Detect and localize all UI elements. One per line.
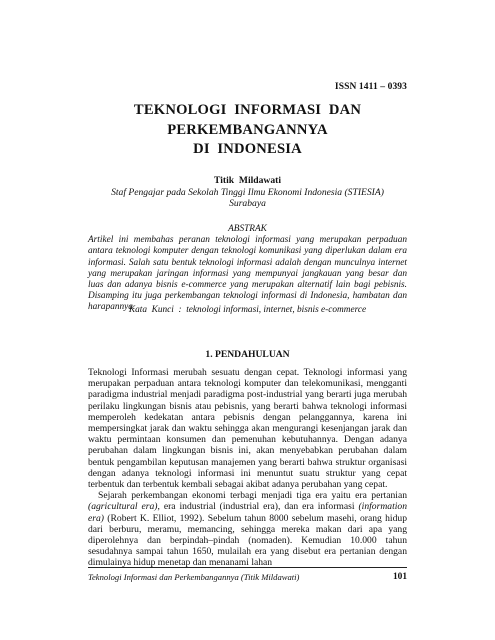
author-affiliation: Staf Pengajar pada Sekolah Tinggi Ilmu Ekonomi Indonesia (STIESIA) xyxy=(111,186,384,198)
abstract-heading: ABSTRAK xyxy=(228,224,267,234)
abstract-text: Artikel ini membahas peranan teknologi informasi yang merupakan perpaduan antara teknologi komputer dengan teknologi komunikasi yang diperlukan dalam era informasi. Salah satu bentuk teknologi informasi adalah dengan munculnya internet yang merupakan jaringan informasi yang mempunyai jangkauan yang besar dan luas dan adanya bisnis e-commerce yang merupakan alternatif lain bagi pebisnis. Disamping itu juga perkembangan teknologi informasi di Indonesia, hambatan dan harapannya. xyxy=(88,235,407,313)
page-number: 101 xyxy=(392,572,407,582)
title-line-1: TEKNOLOGI INFORMASI DAN xyxy=(133,102,362,118)
section-heading: 1. PENDAHULUAN xyxy=(205,349,290,360)
running-title: Teknologi Informasi dan Perkembangannya (Titik Mildawati) xyxy=(88,572,300,582)
term-information-era: (information era) xyxy=(88,501,407,524)
body-text xyxy=(88,367,407,569)
paragraph-1: Teknologi Informasi merubah sesuatu dengan cepat. Teknologi informasi yang merupakan perpaduan antara teknologi komputer dan telekomunikasi, mengganti paradigma industrial menjadi paradigma post-industrial yang berarti juga merubah perilaku lingkungan bisnis atau pebisnis, yang berarti bahwa teknologi informasi memperoleh kedekatan antara pebisnis dengan pelanggannya, karena ini mempersingkat jarak dan waktu sehingga akan mengurangi kesenjangan jarak dan waktu permintaan konsumen dan pemenuhan kebutuhannya. Dengan adanya perubahan dalam lingkungan bisnis ini, akan menyebabkan perubahan dalam bentuk pengambilan keputusan manajemen yang berarti bahwa struktur organisasi dengan adanya teknologi informasi ini menuntut suatu struktur yang cepat terbentuk dan terbentuk kembali sebagai akibat adanya perubahan yang cepat. xyxy=(88,367,407,491)
abstract-block xyxy=(88,224,407,314)
footer-divider xyxy=(88,567,407,568)
author-city: Surabaya xyxy=(229,198,266,209)
paragraph-2-part-e: (Robert K. Elliot, 1992). Sebelum tahun 8000 sebelum masehi, orang hidup dari berburu, meramu, memancing, sehingga mereka makan dari apa yang diperolehnya dan berpindah–pindah (nomaden). Kemudian 10.000 tahun sesudahnya sampai tahun 1650, mulailah era yang disebut era pertanian dengan dimulainya hidup menetap dan menanami lahan xyxy=(88,512,407,569)
term-agricultural-era: (agricultural era) xyxy=(88,501,158,513)
page-footer xyxy=(88,572,407,582)
article-title xyxy=(0,101,495,160)
title-line-3: DI INDONESIA xyxy=(193,141,302,157)
paragraph-2-part-a: Sejarah perkembangan ekonomi terbagi menjadi tiga era yaitu era pertanian xyxy=(98,490,407,502)
issn-number: ISSN 1411 – 0393 xyxy=(334,82,407,92)
author-name: Titik Mildawati xyxy=(214,175,281,186)
paragraph-2 xyxy=(88,490,407,568)
author-block xyxy=(0,175,495,210)
paragraph-2-part-c: , era industrial (industrial era), dan era informasi xyxy=(157,501,359,513)
title-line-2: PERKEMBANGANNYA xyxy=(167,121,328,138)
keywords-line: Kata Kunci : teknologi informasi, internet, bisnis e-commerce xyxy=(128,305,367,315)
